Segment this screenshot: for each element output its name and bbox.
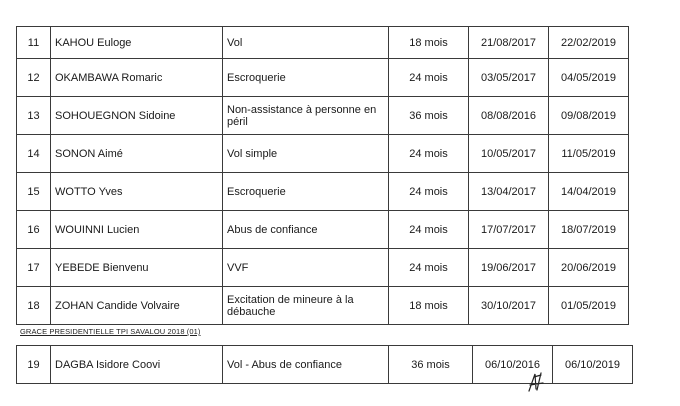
sentence-duration-cell: 36 mois (389, 97, 469, 135)
person-name-cell: OKAMBAWA Romaric (51, 59, 223, 97)
end-date-cell: 06/10/2019 (553, 346, 633, 384)
offense-cell: Abus de confiance (223, 211, 389, 249)
start-date-cell: 17/07/2017 (469, 211, 549, 249)
end-date-cell: 18/07/2019 (549, 211, 629, 249)
sentence-duration-cell: 24 mois (389, 173, 469, 211)
end-date-cell: 11/05/2019 (549, 135, 629, 173)
sentence-duration-cell: 24 mois (389, 211, 469, 249)
sentence-duration-cell: 24 mois (389, 135, 469, 173)
row-number-cell: 18 (17, 287, 51, 325)
person-name-cell: WOTTO Yves (51, 173, 223, 211)
row-number-cell: 15 (17, 173, 51, 211)
end-date-cell: 14/04/2019 (549, 173, 629, 211)
person-name-cell: YEBEDE Bienvenu (51, 249, 223, 287)
row-number-cell: 16 (17, 211, 51, 249)
start-date-cell: 08/08/2016 (469, 97, 549, 135)
person-name-cell: SONON Aimé (51, 135, 223, 173)
end-date-cell: 01/05/2019 (549, 287, 629, 325)
sentence-duration-cell: 24 mois (389, 249, 469, 287)
row-number-cell: 14 (17, 135, 51, 173)
end-date-cell: 04/05/2019 (549, 59, 629, 97)
sentence-duration-cell: 18 mois (389, 287, 469, 325)
person-name-cell: SOHOUEGNON Sidoine (51, 97, 223, 135)
person-name-cell: KAHOU Euloge (51, 27, 223, 59)
person-name-cell: WOUINNI Lucien (51, 211, 223, 249)
sentence-duration-cell: 24 mois (389, 59, 469, 97)
table-row (17, 173, 629, 211)
table-row (17, 59, 629, 97)
end-date-cell: 22/02/2019 (549, 27, 629, 59)
table-row (17, 27, 629, 59)
table-row (17, 211, 629, 249)
start-date-cell: 10/05/2017 (469, 135, 549, 173)
offense-cell: Vol - Abus de confiance (223, 346, 389, 384)
person-name-cell: DAGBA Isidore Coovi (51, 346, 223, 384)
person-name-cell: ZOHAN Candide Volvaire (51, 287, 223, 325)
offense-cell: VVF (223, 249, 389, 287)
section-title: GRACE PRESIDENTIELLE TPI SAVALOU 2018 (01) (20, 327, 201, 336)
start-date-cell: 13/04/2017 (469, 173, 549, 211)
table-row (17, 97, 629, 135)
offense-cell: Vol (223, 27, 389, 59)
end-date-cell: 20/06/2019 (549, 249, 629, 287)
row-number-cell: 17 (17, 249, 51, 287)
offense-cell: Escroquerie (223, 173, 389, 211)
row-number-cell: 19 (17, 346, 51, 384)
end-date-cell: 09/08/2019 (549, 97, 629, 135)
detainee-table (16, 26, 629, 325)
sentence-duration-cell: 36 mois (389, 346, 473, 384)
initials-signature-icon (526, 371, 546, 395)
table-row (17, 135, 629, 173)
offense-cell: Excitation de mineure à la débauche (223, 287, 389, 325)
start-date-cell: 30/10/2017 (469, 287, 549, 325)
row-number-cell: 11 (17, 27, 51, 59)
start-date-cell: 06/10/2016 (473, 346, 553, 384)
row-number-cell: 13 (17, 97, 51, 135)
sentence-duration-cell: 18 mois (389, 27, 469, 59)
detainee-table-body (17, 27, 629, 325)
offense-cell: Escroquerie (223, 59, 389, 97)
start-date-cell: 03/05/2017 (469, 59, 549, 97)
table-row (17, 287, 629, 325)
start-date-cell: 21/08/2017 (469, 27, 549, 59)
start-date-cell: 19/06/2017 (469, 249, 549, 287)
table-row (17, 249, 629, 287)
offense-cell: Vol simple (223, 135, 389, 173)
offense-cell: Non-assistance à personne en péril (223, 97, 389, 135)
row-number-cell: 12 (17, 59, 51, 97)
